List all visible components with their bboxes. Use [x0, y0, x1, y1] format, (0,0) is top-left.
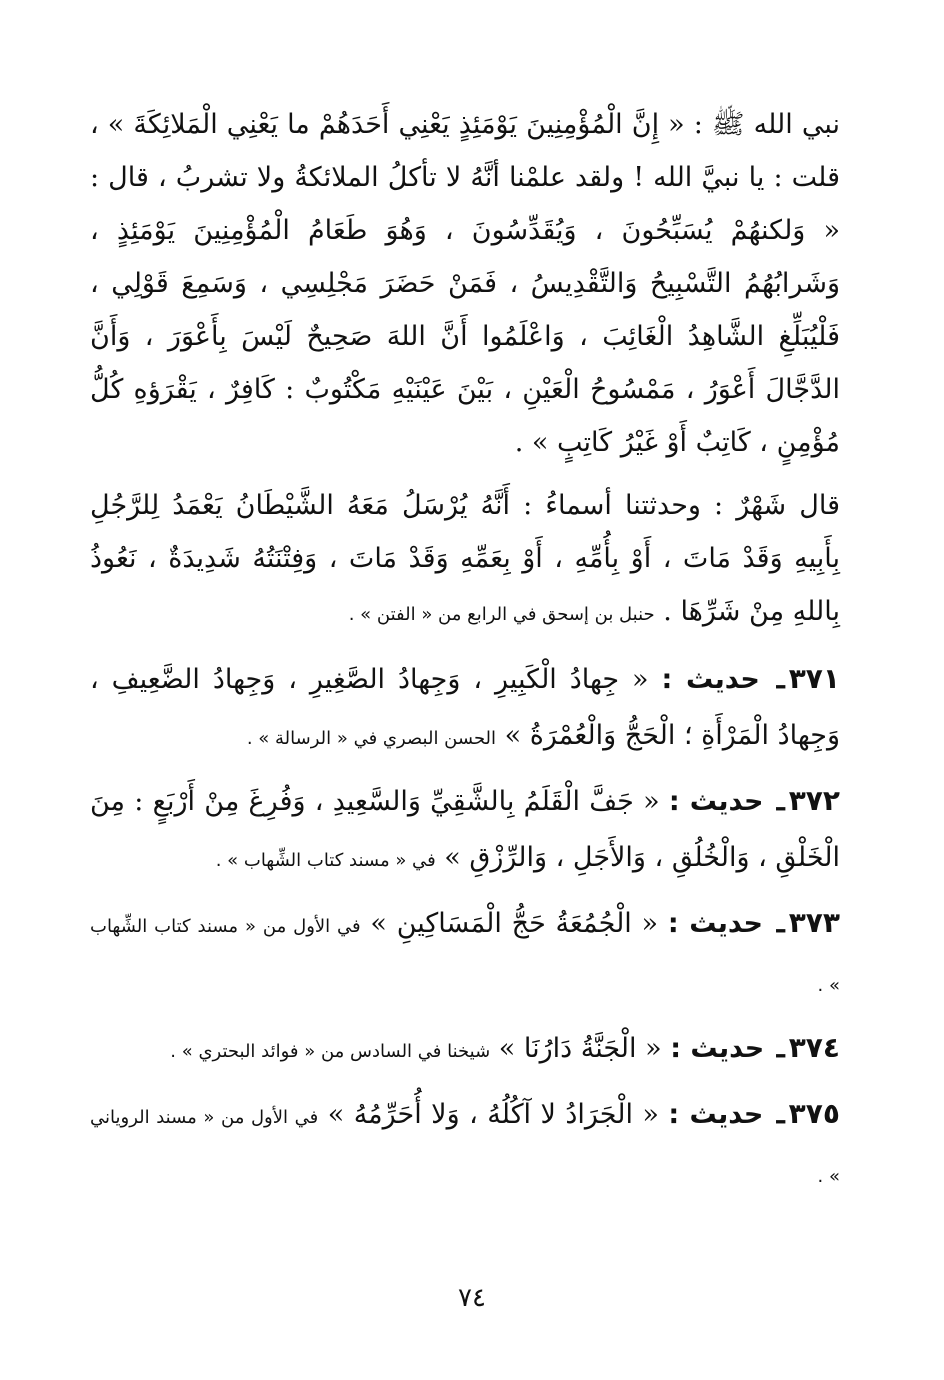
hadith-entry-374: [90, 1020, 840, 1080]
entry-keyword: حديث :: [661, 664, 760, 695]
hadith-entry-372: [90, 773, 840, 889]
entry-source: الحسن البصري في « الرسالة » .: [246, 728, 497, 749]
entry-dash: ـ: [776, 1033, 785, 1064]
narration-text: قال شَهْرٌ : وحدثتنا أسماءُ : أَنَّهُ يُرْسَلُ مَعَهُ الشَّيْطَانُ يَعْمَدُ لِلرَّجُلِ بِأَبِيهِ وَقَدْ مَاتَ ، أَوْ بِأُمِّهِ ، أَوْ بِعَمِّهِ وَقَدْ مَاتَ ، وَفِتْنَتُهُ شَدِيدَةٌ ، نَعُوذُ بِاللهِ مِنْ شَرِّهَا .: [90, 490, 840, 627]
entry-number: ٣٧١: [788, 662, 840, 695]
entry-source: في « مسند كتاب الشِّهاب » .: [215, 850, 436, 871]
entry-source: في الأول من « مسند كتاب الشِّهاب » .: [90, 916, 840, 996]
page-number: ٧٤: [458, 1283, 486, 1313]
hadith-continuation-paragraph: نبي الله ﷺ : « إِنَّ الْمُؤْمِنِينَ يَوْمَئِذٍ يَعْنِي أَحَدَهُمْ ما يَعْنِي الْمَلائِكَةَ » ، قلت : يا نبيَّ الله ! ولقد علمْنا أنَّهُ لا تأكلُ الملائكةُ ولا تشربُ ، قال : « وَلكنهُمْ يُسَبِّحُونَ ، وَيُقَدِّسُونَ ، وَهُوَ طَعَامُ الْمُؤْمِنِينَ يَوْمَئِذٍ ، وَشَرابُهُمُ التَّسْبِيحُ وَالتَّقْدِيسُ ، فَمَنْ حَضَرَ مَجْلِسِي ، وَسَمِعَ قَوْلِي ، فَلْيُبَلِّغِ الشَّاهِدُ الْغَائِبَ ، وَاعْلَمُوا أَنَّ اللهَ صَحِيحٌ لَيْسَ بِأَعْوَرَ ، وَأَنَّ الدَّجَّالَ أَعْوَرُ ، مَمْسُوحُ الْعَيْنِ ، بَيْنَ عَيْنَيْهِ مَكْتُوبٌ : كَافِرٌ ، يَقْرَؤهِ كُلُّ مُؤْمِنٍ ، كَاتِبٌ أَوْ غَيْرُ كَاتِبٍ » .: [90, 109, 840, 458]
narration-source: حنبل بن إسحق في الرابع من « الفتن » .: [348, 604, 655, 625]
entry-source: شيخنا في السادس من « فوائد البحتري » .: [170, 1041, 491, 1062]
entry-source: في الأول من « مسند الروياني » .: [90, 1107, 840, 1187]
entry-number: ٣٧٥: [788, 1097, 840, 1130]
entry-number: ٣٧٣: [788, 906, 840, 939]
hadith-entry-371: [90, 651, 840, 767]
entry-number: ٣٧٤: [788, 1031, 840, 1064]
entry-keyword: حديث :: [667, 908, 763, 939]
entry-dash: ـ: [776, 786, 785, 817]
narration-paragraph: [90, 479, 840, 641]
entry-keyword: حديث :: [668, 1099, 764, 1130]
entry-text: « جَفَّ الْقَلَمُ بِالشَّقِيِّ وَالسَّعِيدِ ، وَفُرِغَ مِنْ أَرْبَعٍ : مِنَ الْخَلْقِ ، وَالْخُلُقِ ، وَالأَجَلِ ، وَالرِّزْقِ »: [90, 786, 840, 873]
entry-dash: ـ: [776, 1099, 785, 1130]
entry-text: « الْجُمُعَةُ حَجُّ الْمَسَاكِينِ »: [370, 908, 659, 939]
entry-text: « الْجَرَادُ لا آكُلُهُ ، وَلا أُحَرِّمُهُ »: [327, 1099, 659, 1130]
entry-text: « جِهادُ الْكَبِيرِ ، وَجِهادُ الصَّغِيرِ ، وَجِهادُ الضَّعِيفِ ، وَجِهادُ الْمَرْأَةِ ؛ الْحَجُّ وَالْعُمْرَةُ »: [90, 664, 840, 751]
entry-text: « الْجَنَّةُ دَارُنَا »: [498, 1033, 662, 1064]
entry-number: ٣٧٢: [788, 784, 840, 817]
entry-dash: ـ: [776, 908, 785, 939]
hadith-entry-375: [90, 1086, 840, 1205]
entry-keyword: حديث :: [670, 1033, 765, 1064]
entry-dash: ـ: [776, 664, 785, 695]
hadith-entry-373: [90, 895, 840, 1014]
entry-keyword: حديث :: [668, 786, 764, 817]
page-body: [90, 98, 840, 1205]
